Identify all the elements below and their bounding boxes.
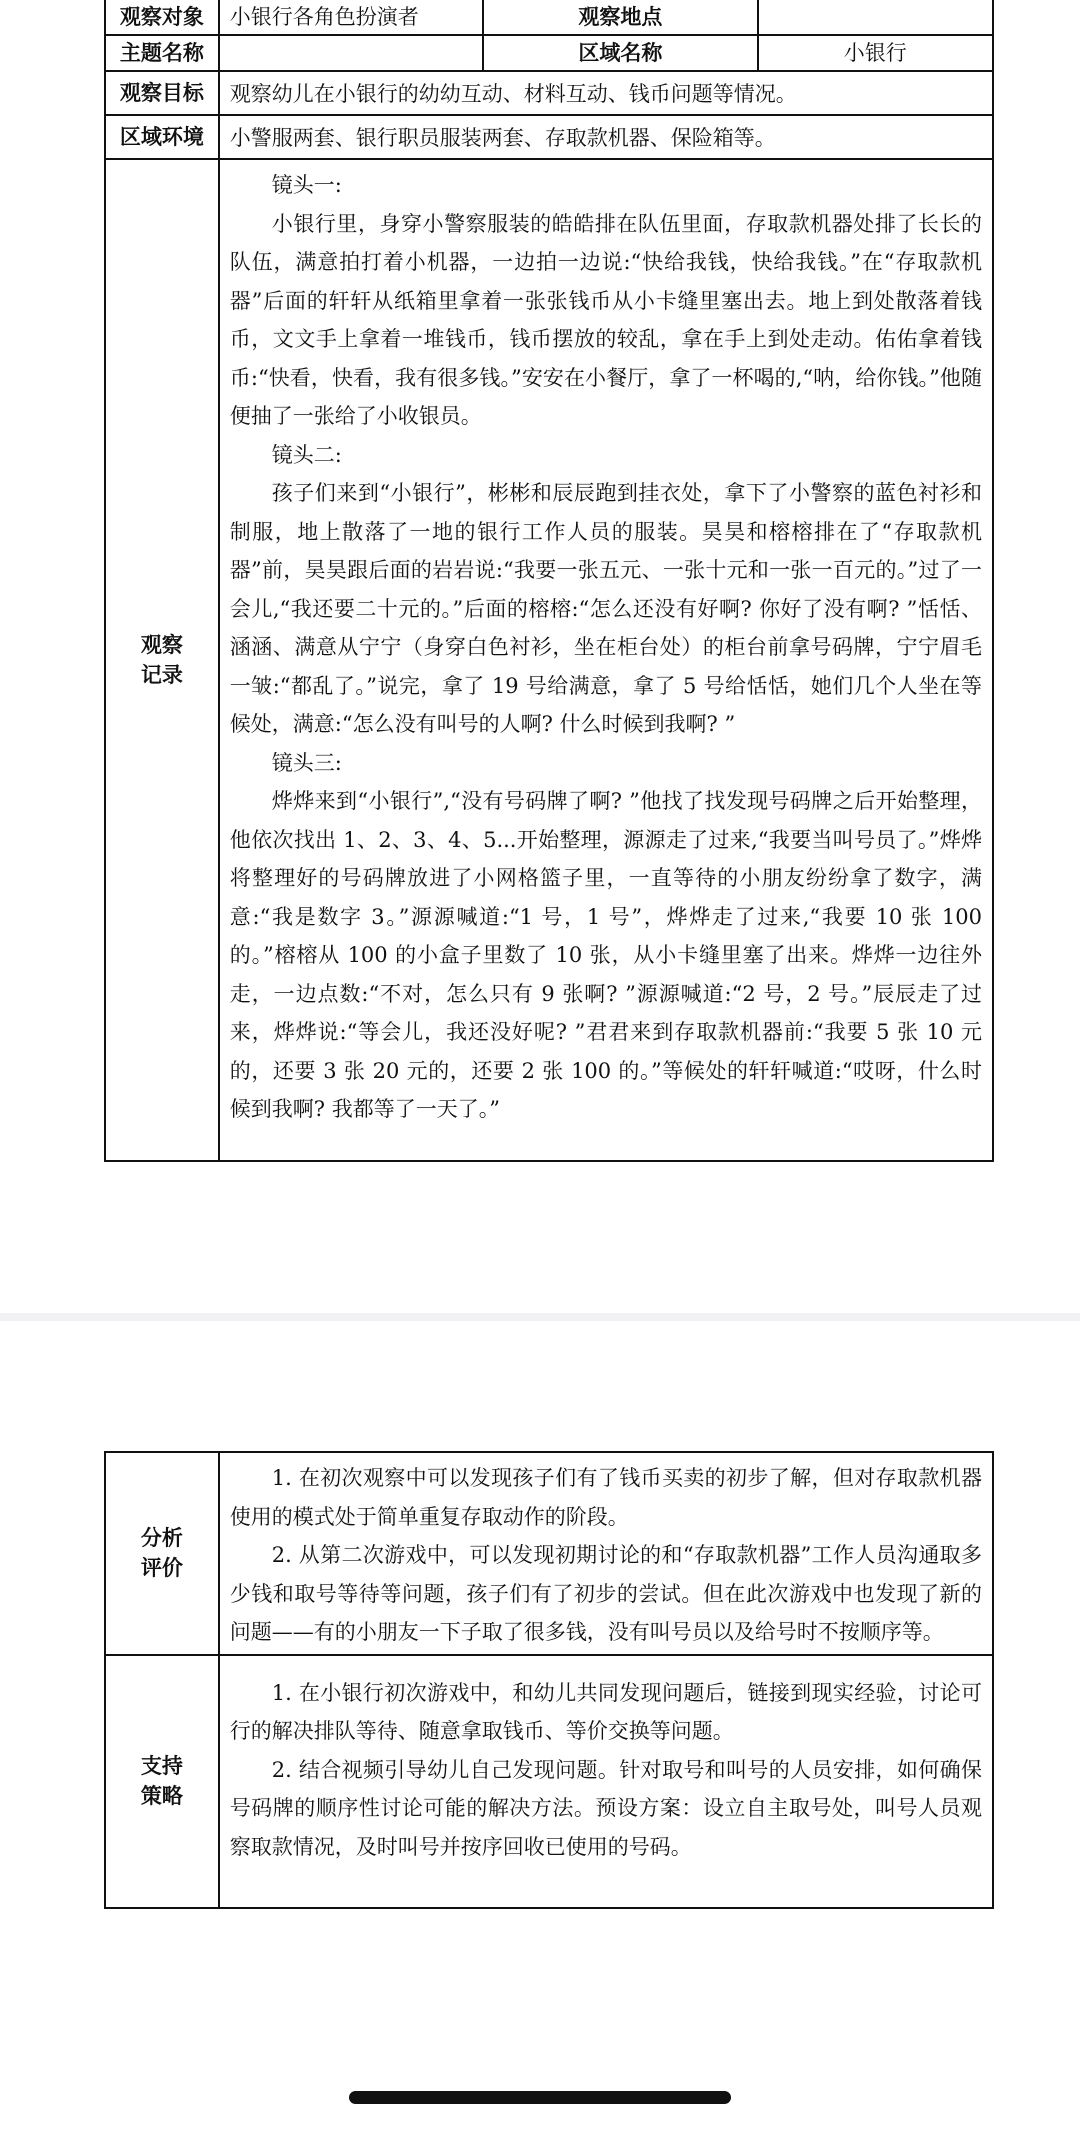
analysis-strategy-table xyxy=(104,1451,994,1909)
analysis-label-line2: 评价 xyxy=(140,1556,183,1581)
strategy-label-line2: 策略 xyxy=(140,1784,183,1808)
area-value: 小银行 xyxy=(758,35,993,71)
record-label xyxy=(105,159,219,1161)
strategy-label-line1: 支持 xyxy=(140,1754,183,1778)
scene2-text: 孩子们来到“小银行”，彬彬和辰辰跑到挂衣处，拿下了小警察的蓝色衬衫和制服，地上散落了一地的银行工作人员的服装。昊昊和榕榕排在了“存取款机器”前，昊昊跟后面的岩岩说:“我要一张五元、一张十元和一张一百元的。”过了一会儿,“我还要二十元的。”后面的榕榕:“怎么还没有好啊? 你好了没有啊? ”恬恬、涵涵、满意从宁宁（身穿白色衬衫，坐在柜台处）的柜台前拿号码牌，宁宁眉毛一皱:“都乱了。”说完，拿了 19 号给满意，拿了 5 号给恬恬，她们几个人坐在等候处，满意:“怎么没有叫号的人啊? 什么时候到我啊? ” xyxy=(229,481,982,736)
analysis-p2: 2. 从第二次游戏中，可以发现初期讨论的和“存取款机器”工作人员沟通取多少钱和取号等待等问题，孩子们有了初步的尝试。但在此次游戏中也发现了新的问题——有的小朋友一下子取了很多钱，没有叫号员以及给号时不按顺序等。 xyxy=(229,1543,982,1644)
analysis-label-line1: 分析 xyxy=(140,1526,183,1551)
analysis-content xyxy=(219,1452,993,1655)
observation-record-table xyxy=(104,0,994,1162)
home-indicator[interactable] xyxy=(349,2091,731,2104)
row-record xyxy=(105,159,993,1161)
row-theme xyxy=(105,35,993,71)
analysis-p1: 1. 在初次观察中可以发现孩子们有了钱币买卖的初步了解，但对存取款机器使用的模式处于简单重复存取动作的阶段。 xyxy=(229,1466,982,1529)
scene3-title: 镜头三: xyxy=(271,750,342,775)
strategy-label xyxy=(105,1655,219,1908)
strategy-p2: 2. 结合视频引导幼儿自己发现问题。针对取号和叫号的人员安排，如何确保号码牌的顺序性讨论可能的解决方法。预设方案：设立自主取号处，叫号人员观察取款情况，及时叫号并按序回收已使用的号码。 xyxy=(229,1757,982,1859)
goal-label: 观察目标 xyxy=(105,71,219,115)
row-analysis xyxy=(105,1452,993,1655)
theme-value xyxy=(219,35,483,71)
record-label-line2: 记录 xyxy=(140,663,183,687)
analysis-label xyxy=(105,1452,219,1655)
obs-place-label: 观察地点 xyxy=(483,0,757,35)
strategy-p1: 1. 在小银行初次游戏中，和幼儿共同发现问题后，链接到现实经验，讨论可行的解决排队等待、随意拿取钱币、等价交换等问题。 xyxy=(229,1680,982,1743)
theme-label: 主题名称 xyxy=(105,35,219,71)
goal-value: 观察幼儿在小银行的幼幼互动、材料互动、钱币问题等情况。 xyxy=(219,71,993,115)
row-observation-target xyxy=(105,0,993,35)
scene1-text: 小银行里，身穿小警察服装的皓皓排在队伍里面，存取款机器处排了长长的队伍，满意拍打着小机器，一边拍一边说:“快给我钱，快给我钱。”在“存取款机器”后面的轩轩从纸箱里拿着一张张钱币从小卡缝里塞出去。地上到处散落着钱币，文文手上拿着一堆钱币，钱币摆放的较乱，拿在手上到处走动。佑佑拿着钱币:“快看，快看，我有很多钱。”安安在小餐厅，拿了一杯喝的,“呐，给你钱。”他随便抽了一张给了小收银员。 xyxy=(229,211,982,428)
obs-target-value: 小银行各角色扮演者 xyxy=(219,0,483,35)
scene3-text: 烨烨来到“小银行”,“没有号码牌了啊? ”他找了找发现号码牌之后开始整理，他依次找出 1、2、3、4、5...开始整理，源源走了过来,“我要当叫号员了。”烨烨将整理好的号码牌放进了小网格篮子里，一直等待的小朋友纷纷拿了数字，满意:“我是数字 3。”源源喊道:“1 号，1 号”，烨烨走了过来,“我要 10 张 100 的。”榕榕从 100 的小盒子里数了 10 张，从小卡缝里塞了出来。烨烨一边往外走，一边点数:“不对，怎么只有 9 张啊? ”源源喊道:“2 号，2 号。”辰辰走了过来，烨烨说:“等会儿，我还没好呢? ”君君来到存取款机器前:“我要 5 张 10 元的，还要 3 张 20 元的，还要 2 张 100 的。”等候处的轩轩喊道:“哎呀，什么时候到我啊? 我都等了一天了。” xyxy=(229,789,982,1121)
page-separator xyxy=(0,1313,1080,1321)
obs-place-value xyxy=(758,0,993,35)
scene2-title: 镜头二: xyxy=(271,442,342,467)
env-value: 小警服两套、银行职员服装两套、存取款机器、保险箱等。 xyxy=(219,115,993,159)
record-content xyxy=(219,159,993,1161)
row-environment xyxy=(105,115,993,159)
area-label: 区域名称 xyxy=(483,35,757,71)
env-label: 区域环境 xyxy=(105,115,219,159)
obs-target-label: 观察对象 xyxy=(105,0,219,35)
strategy-content xyxy=(219,1655,993,1908)
row-goal xyxy=(105,71,993,115)
row-strategy xyxy=(105,1655,993,1908)
scene1-title: 镜头一: xyxy=(271,173,342,197)
record-label-line1: 观察 xyxy=(140,633,183,657)
